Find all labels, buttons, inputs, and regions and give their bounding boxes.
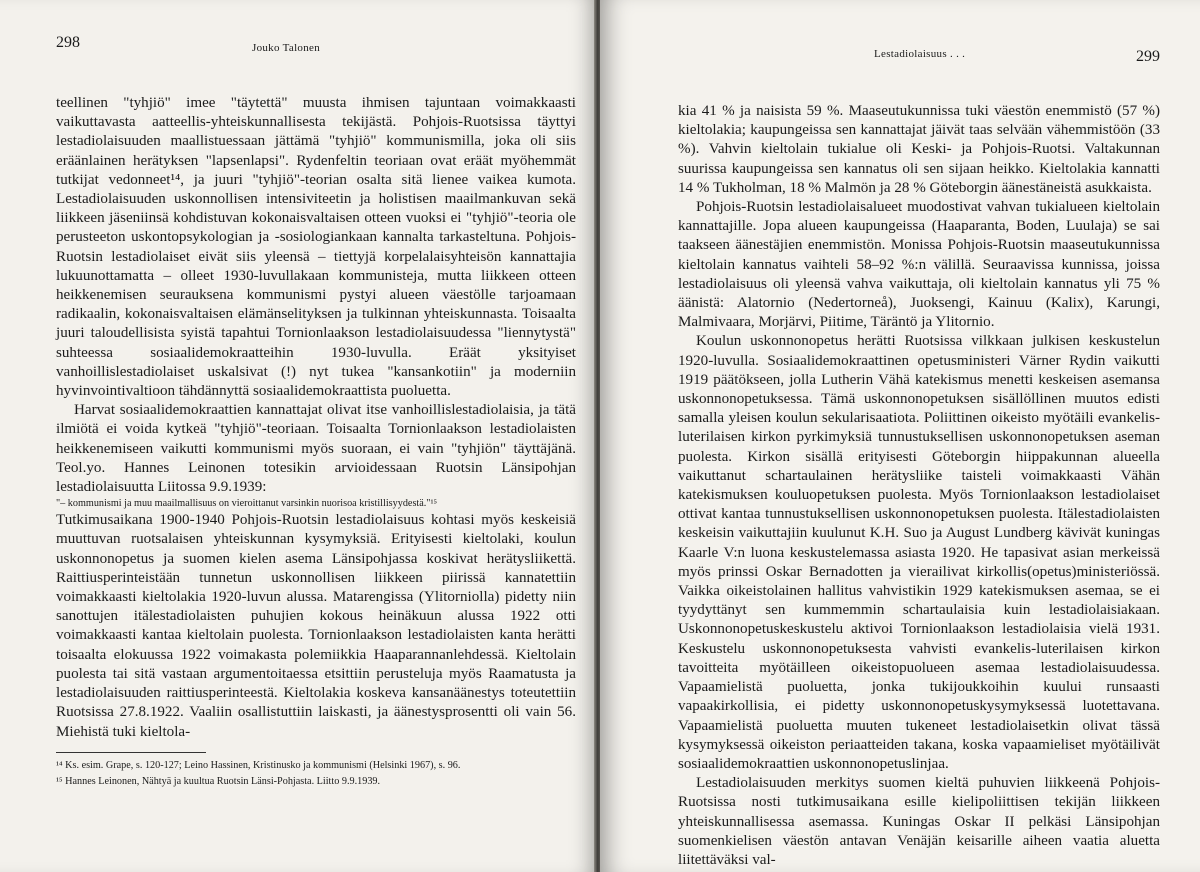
right-paragraph-2: Pohjois-Ruotsin lestadiolaisalueet muodostivat vahvan tukialueen kieltolain kannattajille. Jopa alueen kaupungeissa (Haaparanta, Boden, Luulaja) se sai taakseen äänestäjien enemmistön. Monissa Pohjois-Ruotsin maaseutukunnissa kieltolain kannatus vaihteli 58–92 %:n välillä. Seuraavissa kunnissa, joissa lestadiolaisuus oli yleensä vahva vaikuttaja, oli kieltolain kannatus yli 75 % äänistä: Alatornio (Nedertorneå), Juoksengi, Kainuu (Kalix), Karungi, Malmivaara, Morjärvi, Piitime, Täräntö ja Ylitornio. <box>678 199 1160 331</box>
right-paragraph-1: kia 41 % ja naisista 59 %. Maaseutukunnissa tuki väestön enemmistö (57 %) kieltolakia; kaupungeissa sen kannattajat jäivät taas selvään vähemmistöön (33 %). Vahvin kieltolain tukialue oli Keski- ja Pohjois-Ruotsi. Valtakunnan suurissa kaupungeissa sen kannatus oli sen sijaan heikko. Kieltolakia kannatti 14 % Tukholman, 18 % Malmön ja 28 % Göteborgin äänestäneistä asukkaista. <box>678 103 1160 196</box>
right-page <box>600 0 1200 872</box>
right-paragraph-4: Lestadiolaisuuden merkitys suomen kieltä puhuvien liikkeenä Pohjois-Ruotsissa nosti tutkimusaikana esille kielipoliittisen tekijän liikkeen yhteiskunnallisessa asemassa. Kuningas Oskar II pelkäsi Länsipohjan suomenkielisen väestön antavan Venäjän keisarille aiheen vaatia aluetta liitettäväksi val- <box>678 775 1160 868</box>
footnote-rule <box>56 752 206 753</box>
left-paragraph-1: teellinen "tyhjiö" imee "täytettä" muusta ihmisen tajuntaan voimakkaasti vaikuttavasta aatteellis-yhteiskunnallisesta tekijästä. Pohjois-Ruotsissa täyttyi lestadiolaisuuden maallistuessaan jättämä "tyhjiö" kommunismilla, joka oli siis eräänlainen herätyksen "lapsenlapsi". Rydenfeltin teoriaan ovat eräät myöhemmät tutkijat vedonneet¹⁴, ja juuri "tyhjiö"-teorian osalta sitä lienee vaikea kumota. Lestadiolaisuuden uskonnollisen intensiviteetin ja holistisen maailmankuvan sekä liikkeen jäseniinsä kohdistuvan kokonaisvaltaisen otteen vuoksi ei "tyhjiö"-teoria ole perusteeton uskontopsykologian ja -sosiologiankaan kannalta tarkasteltuna. Pohjois-Ruotsin lestadiolaiset eivät siis yleensä – tiettyjä korpelalaisyhteisön kannattajia lukuunottamatta – olleet 1930-luvullakaan kommunisteja, mutta liikkeen otteen heikkenemisen seurauksena kommunismi pystyi alueen väestölle tarjoamaan radikaalin, kokonaisvaltaisen elämänselityksen ja tulkinnan yhteiskunnasta. Toisaalta juuri taloudellisista syistä tapahtui Tornionlaakson lestadiolaisuudessa "liennytystä" suhteessa sosiaalidemokraatteihin 1930-luvulla. Eräät yksityiset vanhoillislestadiolaiset uskalsivat (!) nyt tukea "kansankotiin" ja moderniin hyvinvointivaltioon tähdännyttä sosiaalidemokraattista puoluetta. <box>56 95 576 400</box>
footnote-14: ¹⁴ Ks. esim. Grape, s. 120-127; Leino Hassinen, Kristinusko ja kommunismi (Helsinki 1967), s. 96. <box>56 759 461 771</box>
block-quote: "– kommunismi ja muu maailmallisuus on vieroittanut varsinkin nuorisoa kristillisyydestä."¹⁵ <box>56 498 438 510</box>
left-paragraph-3: Tutkimusaikana 1900-1940 Pohjois-Ruotsin lestadiolaisuus kohtasi myös keskeisiä muuttuvan ruotsalaisen yhteiskunnan kysymyksiä. Erityisesti kieltolaki, koulun uskonnonopetus ja suomen kielen asema Länsipohjassa koskivat herätysliikettä. Raittiusperinteistään tunnetun uskonnollisen liikkeen piirissä kannatettiin voimakkaasti kieltolakia 1920-luvun alussa. Matarengissa (Ylitorniolla) pidetty niin sanottujen itälestadiolaisten puhujien kokous heinäkuun alussa 1922 otti voimakkaasti kantaa kieltolain puolesta. Tornionlaakson lestadiolaisten kanta herätti toisaalta elokuussa 1922 voimakasta polemiikkia Haaparannanlehdessä. Kieltolain puolesta tai sitä vastaan argumentoitaessa etsittiin perusteluja myös Raamatusta ja lestadiolaisuuden raittiusperinteestä. Kieltolakia koskeva kansanäänestys toteutettiin Ruotsissa 27.8.1922. Vaaliin osallistuttiin laiskasti, ja äänestysprosentti oli vain 56. Miehistä tuki kieltola- <box>56 512 576 740</box>
right-running-head: Lestadiolaisuus . . . <box>874 48 966 60</box>
right-page-number: 299 <box>1136 48 1160 65</box>
footnote-15: ¹⁵ Hannes Leinonen, Nähtyä ja kuultua Ruotsin Länsi-Pohjasta. Liitto 9.9.1939. <box>56 775 381 787</box>
left-page <box>0 0 596 872</box>
left-running-head: Jouko Talonen <box>252 42 321 54</box>
right-body-text <box>678 102 1160 870</box>
right-page-header <box>678 40 1160 86</box>
left-page-header <box>56 32 576 68</box>
left-body-text <box>56 94 576 742</box>
left-page-number: 298 <box>56 34 80 51</box>
left-paragraph-2: Harvat sosiaalidemokraattien kannattajat olivat itse vanhoillislestadiolaisia, ja tätä ilmiötä ei voida kytkeä "tyhjiö"-teoriaan. Toisaalta Tornionlaakson lestadiolaisten heikkenemiseen vaikutti kommunismi myös suoraan, ei vain "tyhjiön" täyttäjänä. Teol.yo. Hannes Leinonen totesikin arvioidessaan Ruotsin Länsipohjan lestadiolaisuutta Liitossa 9.9.1939: <box>56 402 576 496</box>
right-paragraph-3: Koulun uskonnonopetus herätti Ruotsissa vilkkaan julkisen keskustelun 1920-luvulla. Sosiaalidemokraattinen opetusministeri Värner Rydin vaikutti 1919 päätökseen, jolla Lutherin Vähä katekismus menetti keskeisen asemansa uskonnonopetuksessa. Tämä uskonnonopetuksen sisällöllinen muutos edisti samalla yleisen koulun sekularisaatiota. Poliittinen oikeisto myötäili evankelis-luterilaisen kirkon pyrkimyksiä tunnustuksellisen uskonnonopetuksen aseman puolesta. Kirkon sisällä erityisesti Göteborgin hiippakunnan alueella vaikuttanut schartaulainen herätysliike taisteli voimakkaasti Vähän katekismuksen kouluopetuksen puolesta. Myös Tornionlaakson lestadiolaiset ottivat kantaa tunnustuksellisen uskonnonopetuksen puolesta. Itälestadiolaisten keskeisin vaikuttajiin kuulunut K.H. Suo ja August Lundberg kävivät kuningas Kaarle V:n luona keskustelemassa asiasta 1920. He tapasivat asian merkeissä myös prinssi Oskar Bernadotten ja vierailivat kirkollis(opetus)ministeriössä. Vaikka oikeistolainen hallitus vahvistikin 1929 katekismuksen asemaa, se ei tyydyttänyt sen kummemmin schartaulaisia kuin lestadiolaisiakaan. Uskonnonopetuskeskustelu aktivoi Tornionlaakson lestadiolaisia vielä 1931. Keskustelu uskonnonopetuksesta vahvisti evankelis-luterilaisen kirkon tavoitteita myötäilleen oikeistopuolueen asemaa lestadiolaisuudessa. Vapaamielistä puoluetta, jonka tukijoukkoihin kuului runsaasti vapaakirkollisia, ei pidetty uskonnonopetuskysymyksessä luotettavana. Vapaamielistä puoluetta muuten tukeneet lestadiolaisetkin olivat tässä kysymyksessä oikeiston periaatteiden takana, koska vapaamieliset myötäilivät sosiaalidemokraattien uskonnonopetuslinjaa. <box>678 333 1160 772</box>
